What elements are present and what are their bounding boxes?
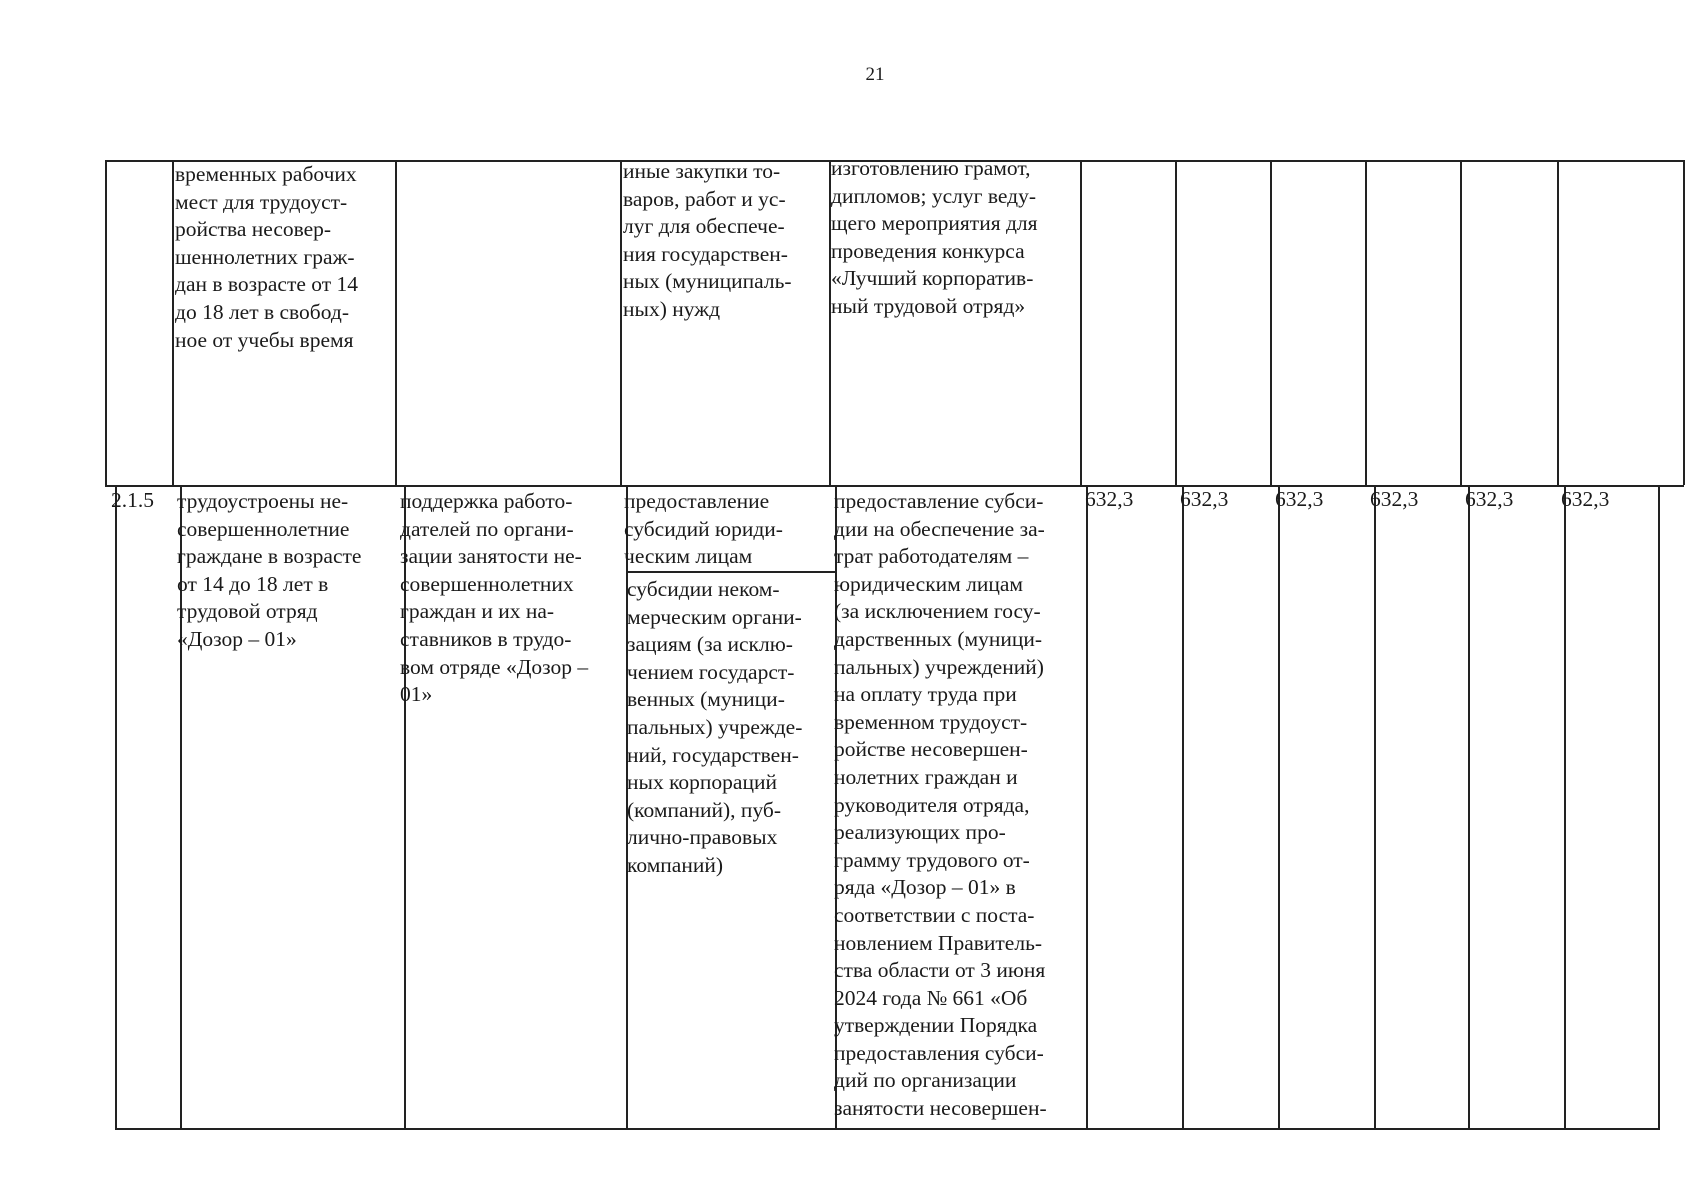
value-cell: 632,3 bbox=[1561, 487, 1610, 511]
col-border-11b bbox=[1658, 485, 1660, 1129]
col-border-0b bbox=[115, 485, 117, 1129]
table-bottom-border bbox=[115, 1128, 1660, 1130]
value-cell: 632,3 bbox=[1180, 487, 1229, 511]
page-number: 21 bbox=[865, 64, 885, 85]
col-border-6b bbox=[1182, 485, 1184, 1129]
value-cell: 632,3 bbox=[1275, 487, 1324, 511]
row-continued-expense-type: иные закупки то- варов, работ и ус- луг для обеспече- ния государствен- ных (муниципаль- ных) нужд bbox=[623, 159, 792, 321]
col-border-8b bbox=[1374, 485, 1376, 1129]
col-border-2 bbox=[395, 160, 397, 485]
row-measure: поддержка работо- дателей по органи- зации занятости не- совершеннолетних граждан и их на- ставников в трудо- вом отряде «Дозор – 01» bbox=[400, 489, 589, 707]
value-cell: 632,3 bbox=[1465, 487, 1514, 511]
col-border-5b bbox=[1086, 485, 1088, 1129]
row-number: 2.1.5 bbox=[111, 488, 154, 512]
col-border-7 bbox=[1270, 160, 1272, 485]
value-cell: 632,3 bbox=[1370, 487, 1419, 511]
row-expense-type-1: предоставление субсидий юриди- ческим лицам bbox=[624, 489, 783, 569]
row-continued-expense-description: изготовлению грамот, дипломов; услуг веду- щего мероприятия для проведения конкурса «Лучший корпоратив- ный трудовой отряд» bbox=[831, 156, 1038, 318]
col-border-6 bbox=[1175, 160, 1177, 485]
row-expense-type-2: субсидии неком- мерческим органи- зациям (за исклю- чением государст- венных (муници- пальных) учрежде- ний, государствен- ных корпораций (компаний), пуб- лично-правовых компаний) bbox=[627, 577, 803, 877]
col-border-9b bbox=[1468, 485, 1470, 1129]
col-border-3 bbox=[620, 160, 622, 485]
row-result: трудоустроены не- совершеннолетние граждане в возрасте от 14 до 18 лет в трудовой отряд «Дозор – 01» bbox=[177, 489, 362, 651]
col-border-0 bbox=[105, 160, 107, 485]
row-divider bbox=[105, 485, 1684, 487]
row-expense-description: предоставление субси- дии на обеспечение за- трат работодателям – юридическим лицам (за исключением госу- дарственных (муници- пальных) учреждений) на оплату труда при временном трудоуст- ройстве несовершен- нолетних граждан и руководителя отряда, реализующих про- грамму трудового от- ряда «Дозор – 01» в соответствии с поста- новлением Правитель- ства области от 3 июня 2024 года № 661 «Об утверждении Порядка предоставления субси- дий по организации занятости несовершен- bbox=[834, 489, 1047, 1121]
col-border-8 bbox=[1365, 160, 1367, 485]
value-cell: 632,3 bbox=[1085, 487, 1134, 511]
row-continued-result: временных рабочих мест для трудоуст- ройства несовер- шеннолетних граж- дан в возрасте от 14 до 18 лет в свобод- ное от учебы время bbox=[175, 162, 359, 352]
col-border-7b bbox=[1278, 485, 1280, 1129]
expense-type-divider bbox=[626, 571, 835, 573]
col-border-10b bbox=[1564, 485, 1566, 1129]
col-border-1 bbox=[172, 160, 174, 485]
col-border-5 bbox=[1080, 160, 1082, 485]
col-border-9 bbox=[1460, 160, 1462, 485]
col-border-10 bbox=[1557, 160, 1559, 485]
col-border-11 bbox=[1683, 160, 1685, 485]
